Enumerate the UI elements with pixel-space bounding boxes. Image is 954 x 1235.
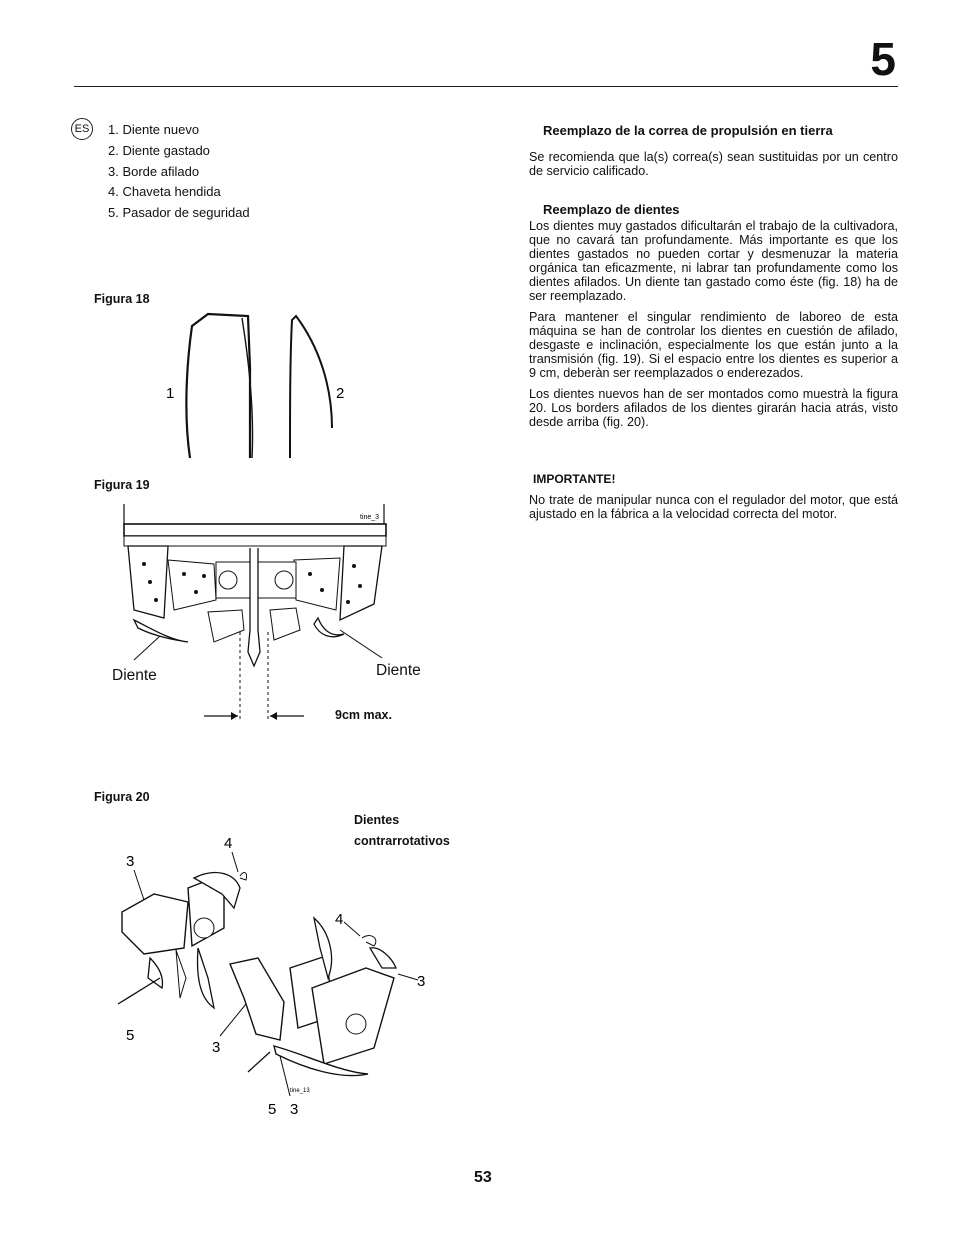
callout-1: 1 [166, 385, 175, 402]
callout-3: 3 [126, 853, 135, 870]
caption-line: Dientes [354, 813, 400, 827]
figure-20-drawing [104, 828, 444, 1148]
section-title: Reemplazo de la correa de propulsión en tierra [543, 123, 833, 138]
figure-18-drawing [150, 308, 370, 458]
paragraph: Para mantener el singular rendimiento de laboreo de esta máquina se han de controlar los dientes en cuestión de afilado, desgaste e inclinación, especialmente los que están junto a la transmisión (fig. 19). Si el espacio entre los dientes es superior a 9 cm, deberàn ser reemplazados o enderezados. [529, 310, 898, 380]
legend-item: 5. Pasador de seguridad [108, 205, 250, 221]
measure-label: 9cm max. [335, 708, 392, 722]
diente-label-right: Diente [376, 662, 421, 679]
figure-20-label: Figura 20 [94, 790, 150, 804]
header-rule [74, 86, 898, 87]
chapter-number: 5 [870, 33, 896, 85]
legend-item: 2. Diente gastado [108, 142, 210, 158]
callout-4: 4 [335, 911, 344, 928]
important-title: IMPORTANTE! [533, 472, 616, 486]
callout-3: 3 [290, 1101, 299, 1118]
legend-item: 1. Diente nuevo [108, 122, 200, 137]
section-title: Reemplazo de dientes [543, 202, 680, 217]
figure-19-drawing [104, 500, 424, 730]
caption-line: contrarrotativos [354, 834, 450, 848]
paragraph: Se recomienda que la(s) correa(s) sean sustituidas por un centro de servicio calificado. [529, 150, 898, 178]
section-tine-replacement [529, 203, 898, 429]
paragraph: Los dientes nuevos han de ser montados como muestrà la figura 20. Los borders afilados de los dientes girarán hacia atrás, visto desde arriba (fig. 20). [529, 387, 898, 429]
callout-5: 5 [268, 1101, 277, 1118]
figure-code: tine_13 [290, 1088, 310, 1094]
figure-code: tine_3 [360, 514, 380, 521]
diente-label-left: Diente [112, 667, 157, 684]
callout-2: 2 [336, 385, 345, 402]
callout-3: 3 [212, 1039, 221, 1056]
legend-item: 3. Borde afilado [108, 163, 200, 179]
section-important [529, 472, 898, 521]
section-ground-belt [529, 124, 898, 178]
callout-3: 3 [417, 973, 426, 990]
figure-19-label: Figura 19 [94, 478, 150, 492]
page-number: 53 [474, 1169, 492, 1186]
callout-4: 4 [224, 835, 233, 852]
callout-5: 5 [126, 1027, 135, 1044]
paragraph: No trate de manipular nunca con el regulador del motor, que está ajustado en la fábrica a la velocidad correcta del motor. [529, 493, 898, 521]
language-badge: ES [71, 118, 93, 140]
legend-item: 4. Chaveta hendida [108, 184, 221, 200]
parts-legend [108, 120, 250, 224]
figure-18-label: Figura 18 [94, 292, 150, 306]
paragraph: Los dientes muy gastados dificultarán el trabajo de la cultivadora, que no cavará tan profundamente. Más importante es que los dientes gastados no pueden cortar y desmenuzar la materia orgánica tan eficazmente, ni labrar tan profundamente como los dientes afilados. Un diente tan gastado como éste (fig. 18) ha de ser reemplazado. [529, 219, 898, 303]
